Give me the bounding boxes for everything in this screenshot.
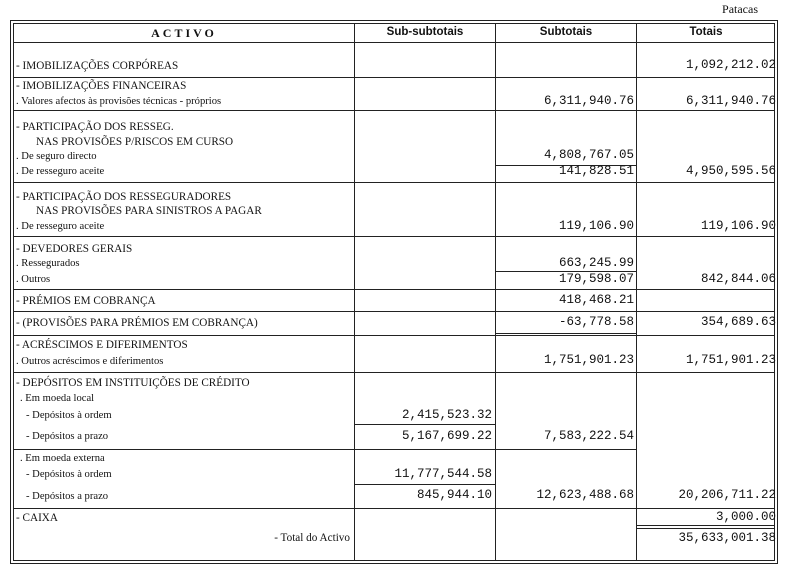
subtotal-rule bbox=[637, 528, 775, 529]
row-divider bbox=[13, 182, 775, 183]
row-divider bbox=[13, 289, 775, 290]
subtotal-value: 119,106.90 bbox=[558, 219, 634, 233]
row-sublabel: . De seguro directo bbox=[16, 151, 97, 162]
row-sublabel: . Outros bbox=[16, 274, 51, 285]
total-value: 6,311,940.76 bbox=[685, 94, 776, 108]
sub-subtotal-value: 845,944.10 bbox=[416, 488, 492, 502]
row-label: - CAIXA bbox=[16, 512, 58, 524]
row-sublabel: - Depósitos a prazo bbox=[26, 491, 109, 502]
column-divider bbox=[354, 24, 355, 560]
subtotal-value: -63,778.58 bbox=[558, 315, 634, 329]
subtotal-value: 12,623,488.68 bbox=[536, 488, 634, 502]
total-value: 3,000.00 bbox=[715, 510, 776, 524]
row-label: - IMOBILIZAÇÕES FINANCEIRAS bbox=[16, 80, 187, 92]
row-sublabel: . Em moeda local bbox=[20, 393, 95, 404]
row-divider bbox=[13, 508, 775, 509]
header-totais: Totais bbox=[689, 26, 723, 38]
row-sublabel: . De resseguro aceite bbox=[16, 166, 105, 177]
row-divider bbox=[13, 449, 636, 450]
total-activo-label: - Total do Activo bbox=[274, 532, 350, 544]
total-activo-value: 35,633,001.38 bbox=[678, 531, 776, 545]
row-label: - (PROVISÕES PARA PRÉMIOS EM COBRANÇA) bbox=[16, 317, 258, 329]
subtotal-rule bbox=[355, 484, 495, 485]
row-divider bbox=[13, 236, 775, 237]
column-divider bbox=[495, 24, 496, 560]
row-label: - DEPÓSITOS EM INSTITUIÇÕES DE CRÉDITO bbox=[16, 377, 250, 389]
sub-subtotal-value: 5,167,699.22 bbox=[401, 429, 492, 443]
total-value: 842,844.06 bbox=[700, 272, 776, 286]
header-subtotais: Subtotais bbox=[539, 26, 593, 38]
row-sublabel: . Outros acréscimos e diferimentos bbox=[16, 356, 164, 367]
subtotal-rule bbox=[355, 424, 495, 425]
subtotal-value: 141,828.51 bbox=[558, 164, 634, 178]
row-label: NAS PROVISÕES P/RISCOS EM CURSO bbox=[36, 136, 234, 148]
total-value: 20,206,711.22 bbox=[678, 488, 776, 502]
row-divider bbox=[13, 77, 775, 78]
total-value: 119,106.90 bbox=[700, 219, 776, 233]
row-label: - PRÉMIOS EM COBRANÇA bbox=[16, 295, 156, 307]
row-divider bbox=[13, 311, 775, 312]
total-value: 1,092,212.02 bbox=[685, 58, 776, 72]
total-value: 1,751,901.23 bbox=[685, 353, 776, 367]
subtotal-value: 663,245.99 bbox=[558, 256, 634, 270]
row-label: - PARTICIPAÇÃO DOS RESSEG. bbox=[16, 121, 174, 133]
total-value: 4,950,595.56 bbox=[685, 164, 776, 178]
total-value: 354,689.63 bbox=[700, 315, 776, 329]
sub-subtotal-value: 2,415,523.32 bbox=[401, 408, 492, 422]
row-divider bbox=[13, 372, 775, 373]
subtotal-value: 7,583,222.54 bbox=[543, 429, 634, 443]
header-divider bbox=[13, 42, 775, 43]
row-sublabel: . Em moeda externa bbox=[20, 453, 105, 464]
row-label: - ACRÉSCIMOS E DIFERIMENTOS bbox=[16, 339, 188, 351]
row-sublabel: . Valores afectos às provisões técnicas - próprios bbox=[16, 96, 222, 107]
row-label: - IMOBILIZAÇÕES CORPÓREAS bbox=[16, 60, 179, 72]
row-sublabel: - Depósitos à ordem bbox=[26, 469, 112, 480]
subtotal-value: 179,598.07 bbox=[558, 272, 634, 286]
row-divider bbox=[13, 110, 775, 111]
sub-subtotal-value: 11,777,544.58 bbox=[394, 467, 492, 481]
subtotal-value: 1,751,901.23 bbox=[543, 353, 634, 367]
row-label: NAS PROVISÕES PARA SINISTROS A PAGAR bbox=[36, 205, 262, 217]
row-sublabel: - Depósitos a prazo bbox=[26, 431, 109, 442]
subtotal-value: 6,311,940.76 bbox=[543, 94, 634, 108]
row-sublabel: - Depósitos à ordem bbox=[26, 410, 112, 421]
row-label: - PARTICIPAÇÃO DOS RESSEGURADORES bbox=[16, 191, 232, 203]
subtotal-rule bbox=[496, 333, 636, 334]
subtotal-value: 418,468.21 bbox=[558, 293, 634, 307]
header-activo: ACTIVO bbox=[151, 26, 217, 40]
row-label: - DEVEDORES GERAIS bbox=[16, 243, 133, 255]
subtotal-rule bbox=[637, 525, 775, 526]
row-sublabel: . Ressegurados bbox=[16, 258, 80, 269]
row-sublabel: . De resseguro aceite bbox=[16, 221, 105, 232]
subtotal-value: 4,808,767.05 bbox=[543, 148, 634, 162]
header-sub-subtotais: Sub-subtotais bbox=[386, 26, 464, 38]
currency-label: Patacas bbox=[722, 2, 758, 16]
column-divider bbox=[636, 24, 637, 560]
row-divider bbox=[13, 335, 775, 336]
